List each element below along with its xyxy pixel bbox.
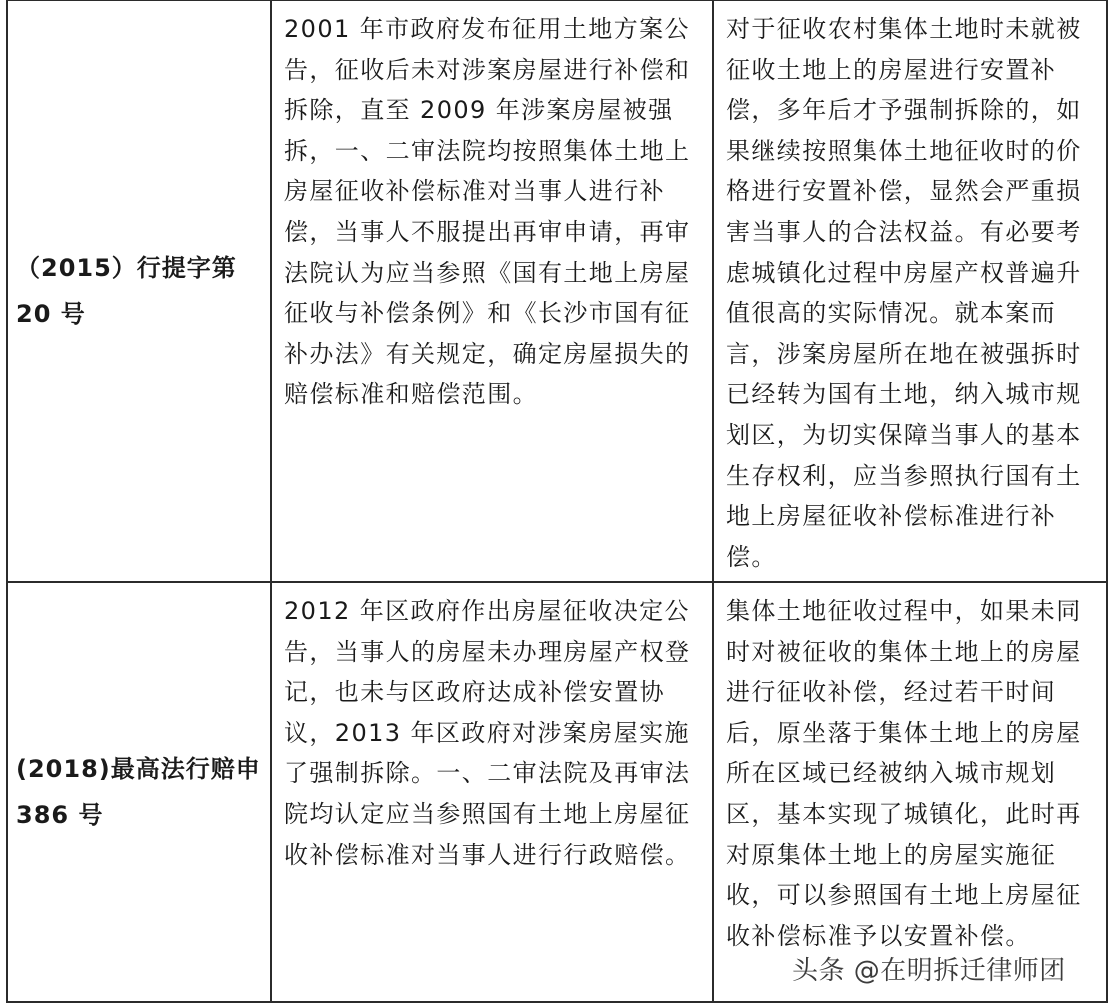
- facts-cell: [271, 582, 713, 1002]
- case-table: [6, 0, 1108, 1003]
- case-number-cell: [7, 582, 271, 1002]
- table-row: [7, 582, 1107, 1002]
- table-row: [7, 0, 1107, 582]
- case-facts: 2001 年市政府发布征用土地方案公告，征收后未对涉案房屋进行补偿和拆除，直至 2009 年涉案房屋被强拆，一、二审法院均按照集体土地上房屋征收补偿标准对当事人进行补偿，当事人不服提出再审申请，再审法院认为应当参照《国有土地上房屋征收与补偿条例》和《长沙市国有征补办法》有关规定，确定房屋损失的赔偿标准和赔偿范围。: [284, 15, 691, 409]
- case-number: （2015）行提字第 20 号: [16, 254, 237, 328]
- case-number: (2018)最高法行赔申 386 号: [16, 755, 261, 829]
- case-number-cell: [7, 0, 271, 582]
- facts-cell: [271, 0, 713, 582]
- court-holding: 集体土地征收过程中，如果未同时对被征收的集体土地上的房屋进行征收补偿，经过若干时间后，原坐落于集体土地上的房屋所在区域已经被纳入城市规划区，基本实现了城镇化，此时再对原集体土地上的房屋实施征收，可以参照国有土地上房屋征收补偿标准予以安置补偿。: [726, 597, 1082, 950]
- holding-cell: [713, 0, 1107, 582]
- court-holding: 对于征收农村集体土地时未就被征收土地上的房屋进行安置补偿，多年后才予强制拆除的，如果继续按照集体土地征收时的价格进行安置补偿，显然会严重损害当事人的合法权益。有必要考虑城镇化过程中房屋产权普遍升值很高的实际情况。就本案而言，涉案房屋所在地在被强拆时已经转为国有土地，纳入城市规划区，为切实保障当事人的基本生存权利，应当参照执行国有土地上房屋征收补偿标准进行补偿。: [726, 15, 1082, 571]
- case-facts: 2012 年区政府作出房屋征收决定公告，当事人的房屋未办理房屋产权登记，也未与区政府达成补偿安置协议，2013 年区政府对涉案房屋实施了强制拆除。一、二审法院及再审法院均认定应当参照国有土地上房屋征收补偿标准对当事人进行行政赔偿。: [284, 597, 691, 869]
- holding-cell: [713, 582, 1107, 1002]
- watermark: 头条 @在明拆迁律师团: [792, 950, 1066, 987]
